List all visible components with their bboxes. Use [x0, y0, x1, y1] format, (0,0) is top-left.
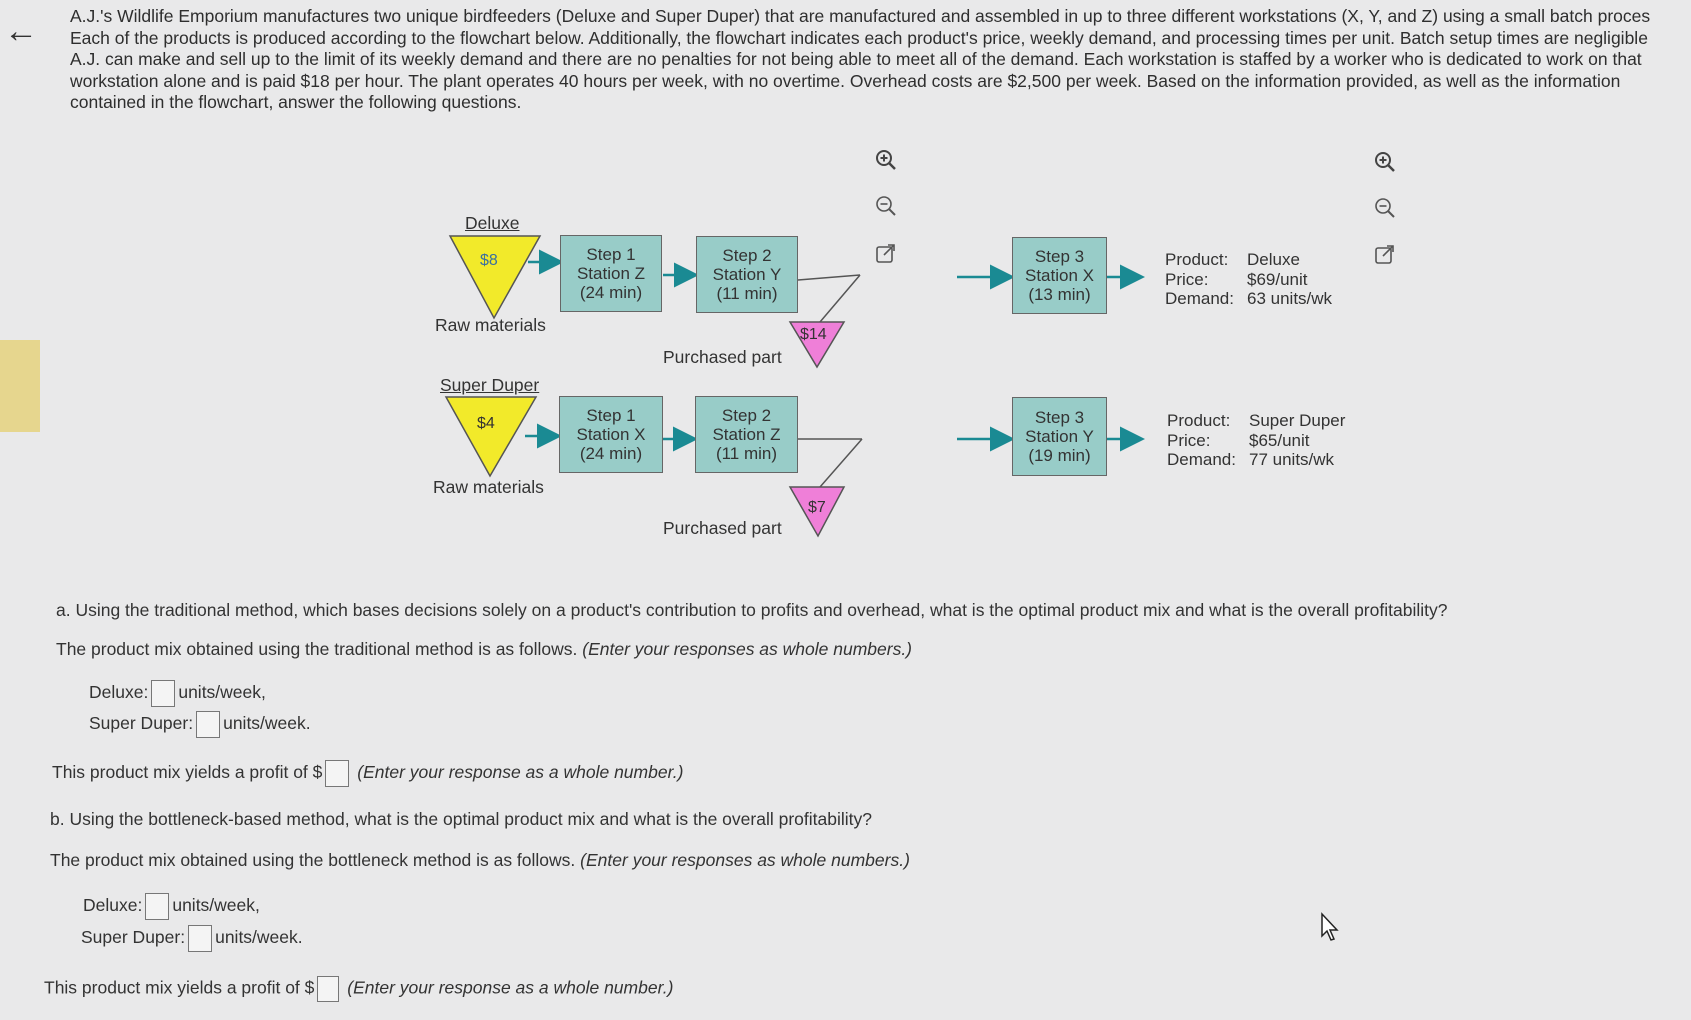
deluxe-step2-box — [696, 236, 798, 313]
superduper-purchased-label: Purchased part — [663, 518, 782, 538]
step-station: Station X — [1025, 266, 1094, 285]
superduper-step2-box — [695, 396, 798, 473]
deluxe-label: Deluxe: — [83, 895, 143, 916]
profit-prefix: This product mix yields a profit of $ — [52, 762, 323, 783]
lead-hint: (Enter your responses as whole numbers.) — [582, 639, 913, 659]
question-a-profit-row — [52, 760, 683, 787]
step-label: Step 1 — [586, 245, 636, 264]
step-station: Station Z — [576, 264, 646, 283]
question-a-lead — [56, 639, 912, 660]
step-time: (24 min) — [579, 283, 643, 302]
intro-line: A.J.'s Wildlife Emporium manufactures two unique birdfeeders (Deluxe and Super Duper) that are manufactured and assembled in up to three different workstations (X, Y, and Z) using a small batch proces — [70, 6, 1651, 26]
profit-hint: (Enter your response as a whole number.) — [347, 977, 674, 998]
lead-text: The product mix obtained using the bottleneck method is as follows. — [50, 850, 576, 870]
step-station: Station Y — [712, 265, 782, 284]
superduper-step1-box — [559, 396, 663, 473]
superduper-raw-cost: $4 — [477, 415, 495, 432]
question-a-prompt: a. Using the traditional method, which bases decisions solely on a product's contribution to profits and overhead, what is the optimal product mix and what is the overall profitability? — [56, 600, 1448, 620]
superduper-answer-input[interactable] — [196, 711, 220, 738]
price-key: Price: — [1165, 269, 1209, 289]
step-label: Step 2 — [722, 246, 772, 265]
question-b-profit-row — [44, 976, 673, 1002]
demand-key: Demand: — [1167, 450, 1236, 469]
intro-line: A.J. can make and sell up to the limit of its weekly demand and there are no penalties for not being able to meet all of the demand. Each workstation is staffed by a worker who is dedicated to work on that — [70, 49, 1642, 69]
demand-value: 77 units/wk — [1249, 450, 1335, 469]
price-key: Price: — [1167, 430, 1211, 450]
flow-connector — [798, 275, 860, 280]
product-key: Product: — [1165, 250, 1229, 269]
step-station: Station Z — [712, 425, 781, 444]
step-label: Step 2 — [721, 406, 772, 425]
step-station: Station X — [576, 425, 646, 444]
flow-connector — [820, 439, 862, 487]
profit-prefix: This product mix yields a profit of $ — [44, 977, 315, 998]
product-value: Super Duper — [1249, 411, 1346, 430]
units-label: units/week. — [215, 927, 303, 948]
step-label: Step 3 — [1034, 247, 1085, 266]
question-a-superduper-row — [89, 711, 311, 738]
question-b-prompt: b. Using the bottleneck-based method, what is the optimal product mix and what is the overall profitability? — [50, 809, 872, 829]
step-time: (11 min) — [715, 444, 778, 463]
units-label: units/week, — [172, 895, 260, 916]
deluxe-step3-box — [1012, 237, 1107, 314]
superduper-step3-box — [1012, 397, 1107, 476]
superduper-answer-input[interactable] — [188, 925, 212, 952]
intro-line: Each of the products is produced according to the flowchart below. Additionally, the flowchart indicates each product's price, weekly demand, and processing times per unit. Batch setup times are negligible — [70, 27, 1648, 48]
deluxe-purchased-cost: $14 — [800, 326, 827, 343]
product-value: Deluxe — [1247, 250, 1300, 269]
deluxe-answer-input[interactable] — [145, 893, 169, 920]
demand-value: 63 units/wk — [1247, 289, 1333, 308]
mouse-cursor-icon — [1320, 912, 1342, 942]
step-time: (19 min) — [1028, 446, 1091, 465]
deluxe-purchased-label: Purchased part — [663, 347, 782, 367]
step-label: Step 1 — [586, 406, 636, 425]
deluxe-product-info — [1165, 250, 1332, 309]
step-time: (11 min) — [716, 284, 778, 303]
question-b-deluxe-row — [83, 893, 260, 920]
deluxe-raw-cost: $8 — [480, 252, 498, 269]
units-label: units/week. — [223, 713, 311, 734]
deluxe-step1-box — [560, 235, 662, 312]
deluxe-raw-label: Raw materials — [435, 315, 546, 335]
profit-answer-input[interactable] — [317, 976, 339, 1002]
intro-line: workstation alone and is paid $18 per hour. The plant operates 40 hours per week, with no overtime. Overhead costs are $2,500 per week. Based on the information provided, as well as the information — [70, 70, 1621, 91]
superduper-raw-label: Raw materials — [433, 477, 544, 497]
superduper-label: Super Duper: — [81, 927, 186, 948]
raw-material-triangle — [450, 236, 540, 318]
superduper-product-info — [1167, 411, 1345, 470]
question-a-deluxe-row — [89, 680, 266, 707]
profit-hint: (Enter your response as a whole number.) — [357, 762, 684, 783]
step-label: Step 3 — [1034, 408, 1085, 427]
superduper-title: Super Duper — [440, 375, 540, 395]
raw-material-triangle — [446, 397, 536, 476]
superduper-label: Super Duper: — [89, 713, 194, 734]
demand-key: Demand: — [1165, 289, 1234, 308]
profit-answer-input[interactable] — [325, 760, 349, 787]
price-value: $69/unit — [1247, 269, 1308, 289]
product-key: Product: — [1167, 411, 1231, 430]
flow-connector — [820, 275, 860, 322]
units-label: units/week, — [178, 682, 266, 703]
deluxe-title: Deluxe — [465, 213, 520, 233]
lead-text: The product mix obtained using the traditional method is as follows. — [56, 639, 578, 659]
lead-hint: (Enter your responses as whole numbers.) — [580, 850, 910, 870]
superduper-purchased-cost: $7 — [808, 499, 826, 516]
intro-line: contained in the flowchart, answer the following questions. — [70, 92, 522, 112]
question-b-lead — [50, 850, 910, 871]
question-b-superduper-row — [81, 925, 303, 952]
step-station: Station Y — [1025, 427, 1094, 446]
back-arrow-icon[interactable]: ← — [4, 12, 38, 50]
price-value: $65/unit — [1249, 430, 1310, 450]
deluxe-label: Deluxe: — [89, 682, 149, 703]
deluxe-answer-input[interactable] — [151, 680, 175, 707]
step-time: (24 min) — [579, 444, 643, 463]
step-time: (13 min) — [1028, 285, 1091, 304]
